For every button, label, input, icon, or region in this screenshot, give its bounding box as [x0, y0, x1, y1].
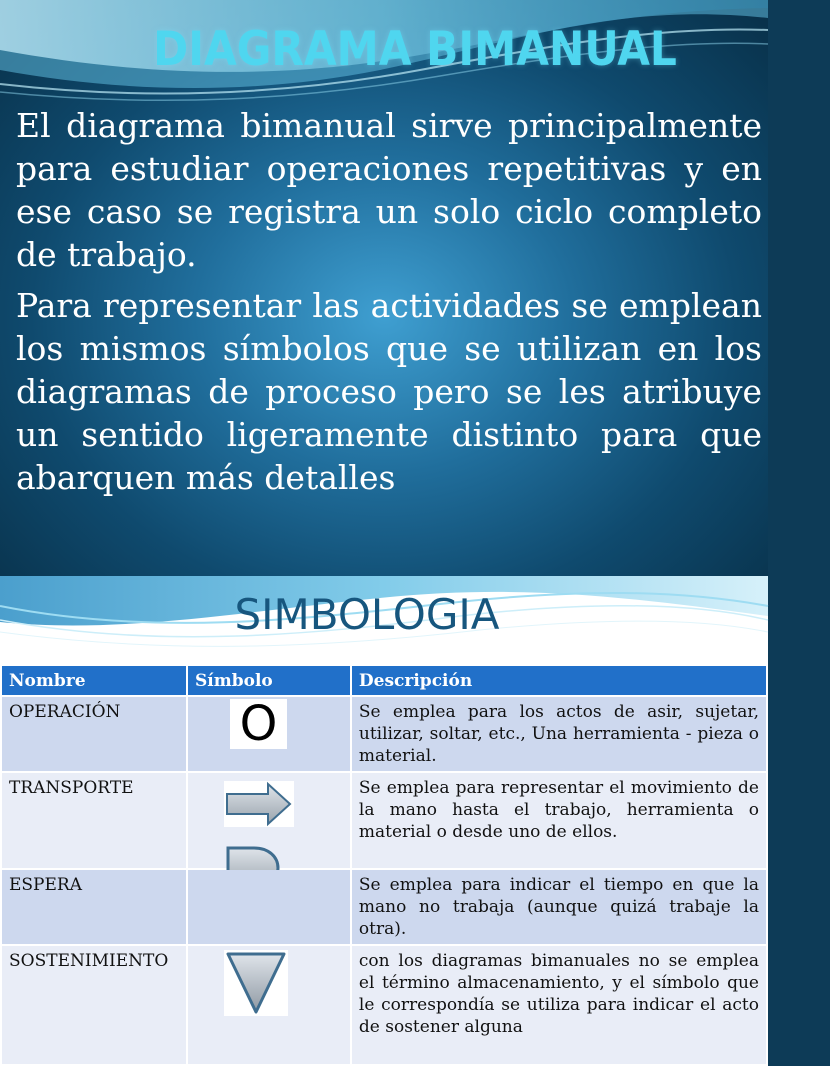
header-description: Descripción	[351, 665, 767, 696]
header-name: Nombre	[1, 665, 187, 696]
slide-simbologia	[0, 576, 768, 1037]
circle-icon: O	[230, 699, 287, 749]
row-symbol	[187, 945, 351, 1065]
row-symbol	[187, 696, 351, 772]
row-symbol	[187, 869, 351, 945]
row-name: OPERACIÓN	[1, 696, 187, 772]
table-row	[1, 696, 767, 772]
header-symbol: Símbolo	[187, 665, 351, 696]
row-description: con los diagramas bimanuales no se emplea el término almacenamiento, y el símbolo que le correspondía se utiliza para indicar el acto de sostener alguna	[351, 945, 767, 1065]
row-description: Se emplea para indicar el tiempo en que la mano no trabaja (aunque quizá trabaje la otra).	[351, 869, 767, 945]
row-name: SOSTENIMIENTO	[1, 945, 187, 1065]
paragraph-2: Para representar las actividades se emplean los mismos símbolos que se utilizan en los diagramas de proceso pero se les atribuye un sentido ligeramente distinto para que abarquen más detalles	[16, 286, 762, 497]
slide-title: DIAGRAMA BIMANUAL	[153, 22, 677, 77]
arrow-right-icon	[224, 781, 294, 827]
table-row	[1, 772, 767, 869]
row-name: ESPERA	[1, 869, 187, 945]
row-description: Se emplea para los actos de asir, sujetar, utilizar, soltar, etc., Una herramienta - pieza o material.	[351, 696, 767, 772]
row-description: Se emplea para representar el movimiento de la mano hasta el trabajo, herramienta o material o desde uno de ellos.	[351, 772, 767, 869]
table-row	[1, 869, 767, 945]
row-name: TRANSPORTE	[1, 772, 187, 869]
triangle-down-icon	[224, 950, 288, 1016]
row-symbol	[187, 772, 351, 869]
paragraph-1: El diagrama bimanual sirve principalmente para estudiar operaciones repetitivas y en ese caso se registra un solo ciclo completo de trabajo.	[16, 106, 762, 274]
slide-title: SIMBOLOGIA	[234, 590, 500, 639]
table-header-row	[1, 665, 767, 696]
table-row	[1, 945, 767, 1065]
slide-diagrama-bimanual	[0, 0, 768, 576]
symbol-table	[0, 664, 768, 1066]
slide-body	[16, 104, 762, 507]
